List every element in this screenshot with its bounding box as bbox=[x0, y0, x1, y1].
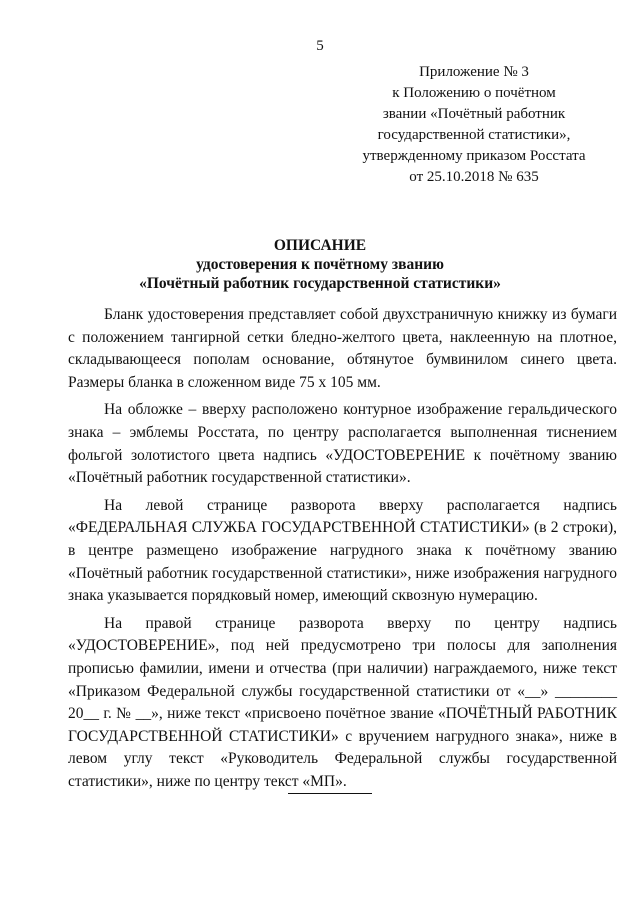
appendix-line: утвержденному приказом Росстата bbox=[362, 148, 586, 164]
appendix-line: от 25.10.2018 № 635 bbox=[409, 169, 539, 185]
appendix-block bbox=[348, 62, 600, 188]
paragraph: Бланк удостоверения представляет собой двухстраничную книжку из бумаги с положением тангирной сетки бледно-желтого цвета, наклеенную на плотное, складывающееся пополам основание, обтянутое бумвинилом синего цвета. Размеры бланка в сложенном виде 75 х 105 мм. bbox=[68, 306, 617, 391]
document-heading bbox=[0, 236, 640, 293]
heading-subtitle: «Почётный работник государственной статистики» bbox=[139, 275, 501, 292]
paragraph: На правой странице разворота вверху по центру надпись «УДОСТОВЕРЕНИЕ», под ней предусмотрено три полосы для заполнения прописью фамилии, имени и отчества (при наличии) награждаемого, ниже текст «Приказом Федеральной службы государственной статистики от «__» ________ 20__ г. № __», ниже текст «присвоено почётное звание «ПОЧЁТНЫЙ РАБОТНИК ГОСУДАРСТВЕННОЙ СТАТИСТИКИ» с вручением нагрудного знака», ниже в левом углу текст «Руководитель Федеральной службы государственной статистики», ниже по центру текст «МП». bbox=[68, 614, 617, 790]
appendix-line: Приложение № 3 bbox=[419, 64, 529, 80]
page-number: 5 bbox=[316, 38, 324, 54]
closing-rule bbox=[288, 793, 372, 794]
heading-subtitle: удостоверения к почётному званию bbox=[196, 256, 444, 273]
document-body bbox=[68, 304, 617, 798]
appendix-line: к Положению о почётном bbox=[392, 85, 556, 101]
paragraph: На левой странице разворота вверху располагается надпись «ФЕДЕРАЛЬНАЯ СЛУЖБА ГОСУДАРСТВЕННОЙ СТАТИСТИКИ» (в 2 строки), в центре размещено изображение нагрудного знака к почётному званию «Почётный работник государственной статистики», ниже изображения нагрудного знака указывается порядковый номер, имеющий сквозную нумерацию. bbox=[68, 496, 617, 605]
heading-title: ОПИСАНИЕ bbox=[273, 237, 367, 254]
paragraph: На обложке – вверху расположено контурное изображение геральдического знака – эмблемы Росстата, по центру располагается выполненная тиснением фольгой золотистого цвета надпись «УДОСТОВЕРЕНИЕ к почётному званию «Почётный работник государственной статистики». bbox=[68, 401, 617, 487]
appendix-line: государственной статистики», bbox=[377, 127, 571, 143]
appendix-line: звании «Почётный работник bbox=[382, 106, 566, 122]
